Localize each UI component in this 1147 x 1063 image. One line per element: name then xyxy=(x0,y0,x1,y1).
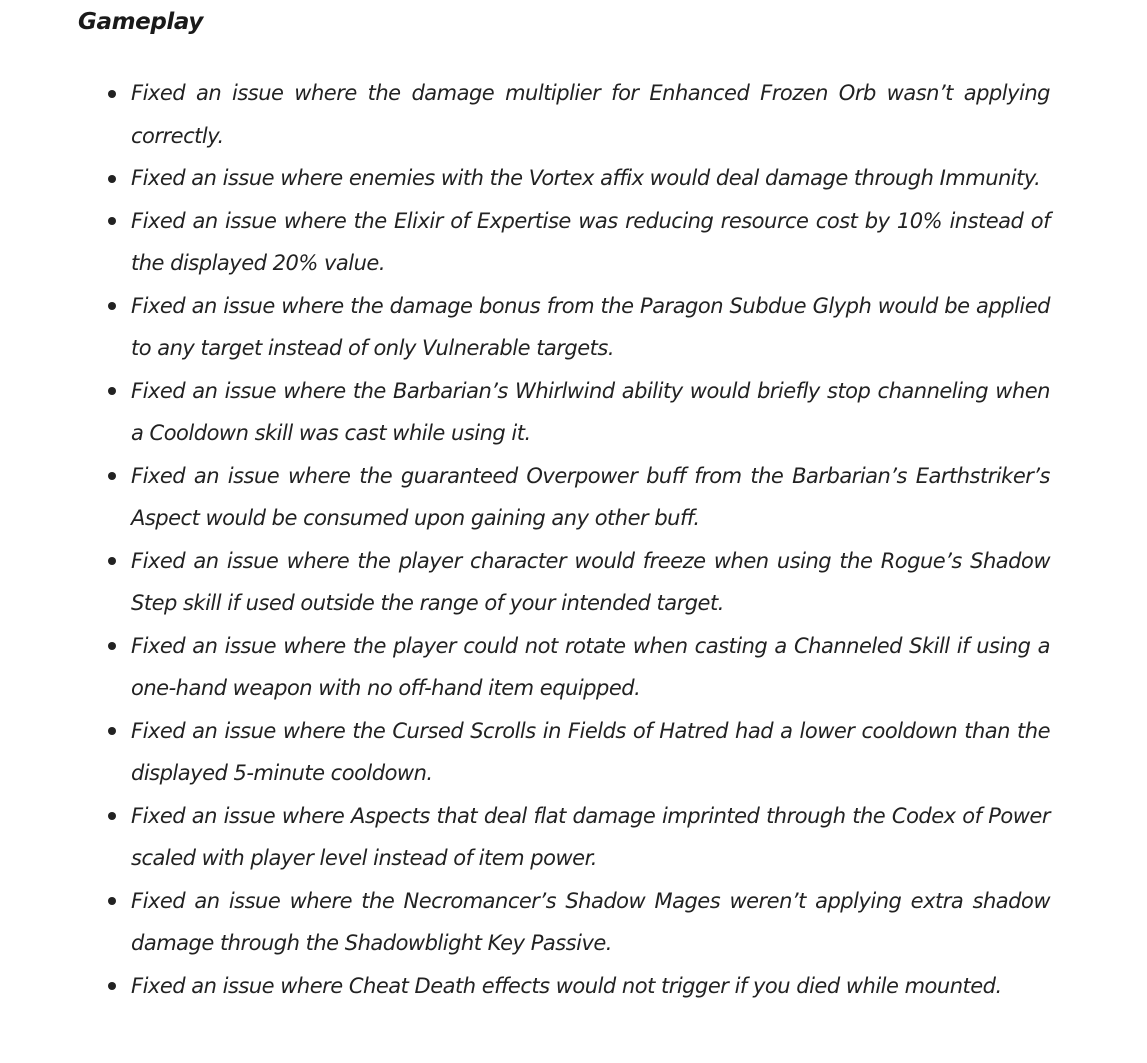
bullet-icon xyxy=(108,642,116,650)
list-item-text: Fixed an issue where Cheat Death effects would not trigger if you died while mounted. xyxy=(131,973,1002,998)
list-item-text: Fixed an issue where the damage bonus from the Paragon Subdue Glyph would be applied to any target instead of only Vulnerable targets. xyxy=(131,293,1050,360)
bullet-icon xyxy=(108,472,116,480)
list-item xyxy=(78,157,1050,200)
bullet-icon xyxy=(108,90,116,98)
list-item xyxy=(78,200,1050,285)
list-item-text: Fixed an issue where Aspects that deal flat damage imprinted through the Codex of Power scaled with player level instead of item power. xyxy=(131,803,1050,870)
list-item-text: Fixed an issue where the Elixir of Expertise was reducing resource cost by 10% instead of the displayed 20% value. xyxy=(131,208,1050,275)
list-item xyxy=(78,370,1050,455)
list-item xyxy=(78,880,1050,965)
patch-notes-list xyxy=(78,72,1050,1007)
list-item xyxy=(78,625,1050,710)
patch-notes-section xyxy=(78,4,1050,1007)
bullet-icon xyxy=(108,727,116,735)
list-item-text: Fixed an issue where the damage multiplier for Enhanced Frozen Orb wasn’t applying correctly. xyxy=(131,81,1050,148)
list-item xyxy=(78,795,1050,880)
list-item xyxy=(78,965,1050,1008)
bullet-icon xyxy=(108,982,116,990)
bullet-icon xyxy=(108,557,116,565)
bullet-icon xyxy=(108,175,116,183)
bullet-icon xyxy=(108,812,116,820)
bullet-icon xyxy=(108,302,116,310)
list-item xyxy=(78,72,1050,157)
list-item xyxy=(78,710,1050,795)
list-item-text: Fixed an issue where enemies with the Vortex affix would deal damage through Immunity. xyxy=(131,166,1041,190)
list-item-text: Fixed an issue where the guaranteed Overpower buff from the Barbarian’s Earthstriker’s Aspect would be consumed upon gaining any other buff. xyxy=(131,463,1050,530)
list-item xyxy=(78,540,1050,625)
list-item xyxy=(78,455,1050,540)
list-item-text: Fixed an issue where the Barbarian’s Whirlwind ability would briefly stop channeling when a Cooldown skill was cast while using it. xyxy=(131,378,1050,445)
bullet-icon xyxy=(108,387,116,395)
list-item-text: Fixed an issue where the Cursed Scrolls in Fields of Hatred had a lower cooldown than the displayed 5-minute cooldown. xyxy=(131,718,1050,785)
bullet-icon xyxy=(108,217,116,225)
list-item xyxy=(78,285,1050,370)
section-heading: Gameplay xyxy=(78,9,203,35)
list-item-text: Fixed an issue where the player character would freeze when using the Rogue’s Shadow Step skill if used outside the range of your intended target. xyxy=(131,548,1050,615)
list-item-text: Fixed an issue where the Necromancer’s Shadow Mages weren’t applying extra shadow damage through the Shadowblight Key Passive. xyxy=(131,888,1050,955)
bullet-icon xyxy=(108,897,116,905)
list-item-text: Fixed an issue where the player could not rotate when casting a Channeled Skill if using a one-hand weapon with no off-hand item equipped. xyxy=(131,633,1050,700)
